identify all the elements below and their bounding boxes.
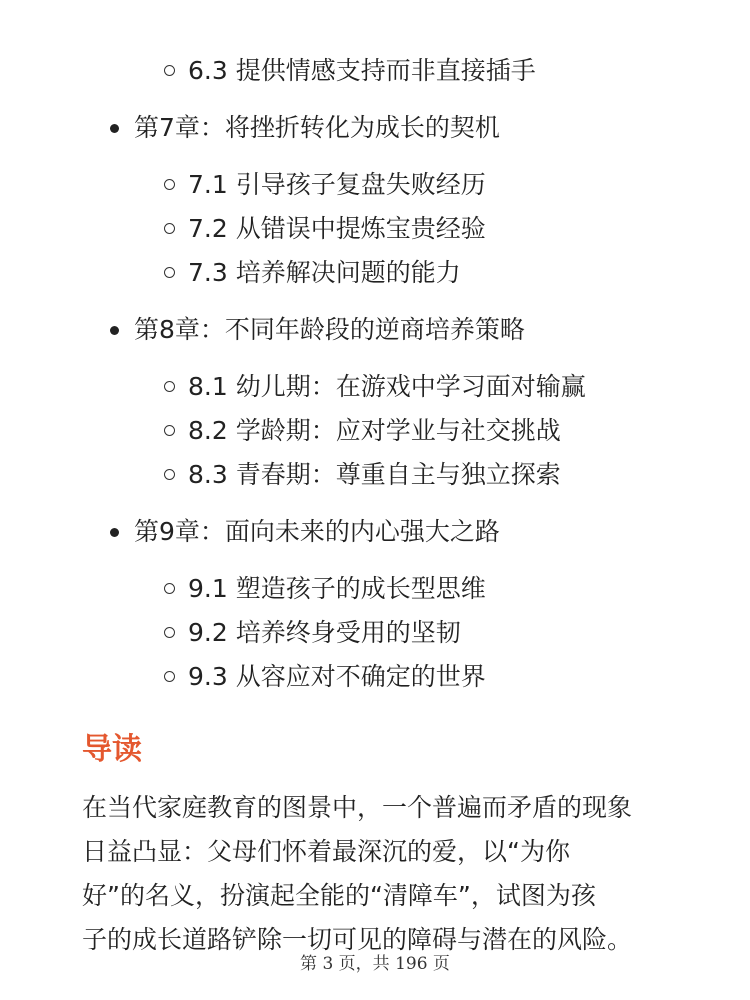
toc-section-8-2 [188,413,561,449]
filled-bullet-icon [110,528,119,537]
hollow-bullet-icon [164,469,175,480]
toc-chapter-7 [134,110,500,146]
hollow-bullet-icon [164,179,175,190]
toc-section-label: 8.2 学龄期：应对学业与社交挑战 [188,416,561,445]
toc-section-9-3 [188,659,486,695]
toc-section-9-2 [188,615,461,651]
hollow-bullet-icon [164,425,175,436]
intro-line: 好”的名义，扮演起全能的“清障车”，试图为孩 [82,881,596,910]
toc-section-6-3 [188,53,536,89]
hollow-bullet-icon [164,223,175,234]
toc-section-8-1 [188,369,586,405]
hollow-bullet-icon [164,627,175,638]
toc-section-label: 7.1 引导孩子复盘失败经历 [188,170,486,199]
toc-section-label: 7.3 培养解决问题的能力 [188,258,461,287]
toc-section-label: 8.1 幼儿期：在游戏中学习面对输赢 [188,372,586,401]
hollow-bullet-icon [164,583,175,594]
toc-section-label: 6.3 提供情感支持而非直接插手 [188,56,536,85]
toc-section-7-3 [188,255,461,291]
toc-section-9-1 [188,571,486,607]
toc-chapter-label: 第8章：不同年龄段的逆商培养策略 [134,315,525,344]
toc-section-8-3 [188,457,561,493]
toc-chapter-8 [134,312,525,348]
hollow-bullet-icon [164,65,175,76]
toc-section-label: 8.3 青春期：尊重自主与独立探索 [188,460,561,489]
intro-line: 在当代家庭教育的图景中，一个普遍而矛盾的现象 [82,793,633,822]
hollow-bullet-icon [164,671,175,682]
intro-heading: 导读 [82,732,142,767]
toc-section-7-1 [188,167,486,203]
hollow-bullet-icon [164,381,175,392]
intro-line: 子的成长道路铲除一切可见的障碍与潜在的风险。 [82,925,633,954]
intro-line: 日益凸显：父母们怀着最深沉的爱，以“为你 [82,837,570,866]
toc-chapter-9 [134,514,500,550]
filled-bullet-icon [110,326,119,335]
page-number-footer: 第 3 页，共 196 页 [300,954,450,974]
filled-bullet-icon [110,124,119,133]
hollow-bullet-icon [164,267,175,278]
toc-section-label: 9.2 培养终身受用的坚韧 [188,618,461,647]
toc-chapter-label: 第7章：将挫折转化为成长的契机 [134,113,500,142]
toc-section-label: 9.3 从容应对不确定的世界 [188,662,486,691]
toc-section-label: 7.2 从错误中提炼宝贵经验 [188,214,486,243]
intro-paragraph [82,786,682,962]
toc-section-label: 9.1 塑造孩子的成长型思维 [188,574,486,603]
toc-chapter-label: 第9章：面向未来的内心强大之路 [134,517,500,546]
toc-section-7-2 [188,211,486,247]
